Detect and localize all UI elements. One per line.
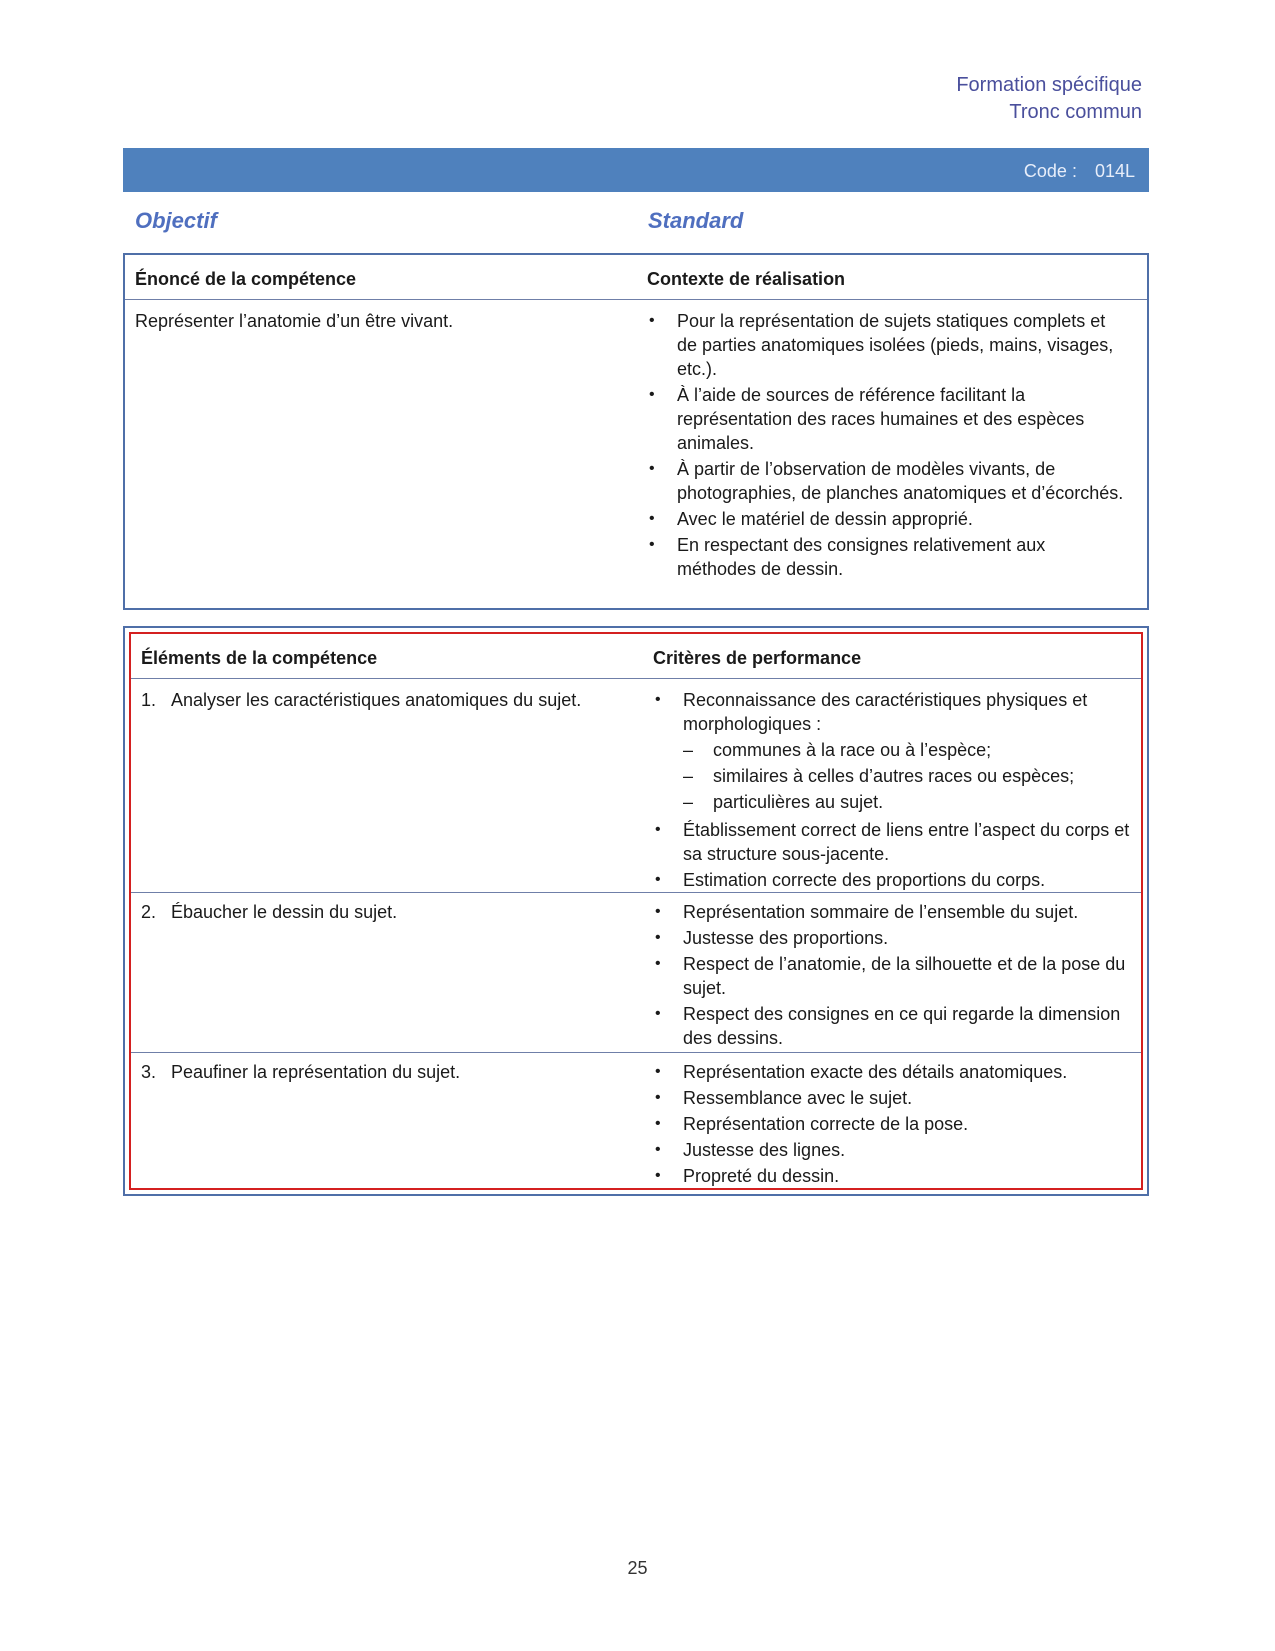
criteria-list-2 bbox=[653, 900, 1133, 1052]
criteria-item: • Représentation exacte des détails anatomiques. bbox=[653, 1060, 1133, 1084]
page-number: 25 bbox=[627, 1558, 648, 1578]
criteria-item: • Justesse des proportions. bbox=[653, 926, 1133, 950]
element-number: 3. bbox=[141, 1062, 157, 1082]
competence-table-header bbox=[125, 255, 1147, 300]
element-number: 2. bbox=[141, 902, 157, 922]
elements-header: Éléments de la compétence bbox=[141, 648, 378, 668]
elements-table-frame bbox=[129, 632, 1143, 1190]
element-row-1 bbox=[141, 688, 621, 712]
objectif-title: Objectif bbox=[135, 208, 217, 233]
context-list bbox=[647, 309, 1127, 583]
criteria-item: • Propreté du dessin. bbox=[653, 1164, 1133, 1188]
statement-header: Énoncé de la compétence bbox=[135, 269, 357, 289]
standard-title: Standard bbox=[648, 208, 744, 233]
code-value: 014L bbox=[1094, 161, 1135, 181]
context-item: • Avec le matériel de dessin approprié. bbox=[647, 507, 1127, 531]
criteria-item: • Ressemblance avec le sujet. bbox=[653, 1086, 1133, 1110]
criteria-item: • Estimation correcte des proportions du corps. bbox=[653, 868, 1133, 892]
element-text: Analyser les caractéristiques anatomiques du sujet. bbox=[171, 690, 582, 710]
document-header bbox=[956, 72, 1142, 126]
element-text: Ébaucher le dessin du sujet. bbox=[171, 902, 398, 922]
context-item: • En respectant des consignes relativement aux méthodes de dessin. bbox=[647, 533, 1127, 581]
criteria-header: Critères de performance bbox=[653, 648, 862, 668]
sub-criteria-item: – particulières au sujet. bbox=[683, 790, 1133, 814]
sub-criteria-item: – similaires à celles d’autres races ou espèces; bbox=[683, 764, 1133, 788]
code-bar bbox=[123, 148, 1149, 192]
criteria-item: • Justesse des lignes. bbox=[653, 1138, 1133, 1162]
header-track: Tronc commun bbox=[1009, 101, 1142, 123]
elements-table bbox=[123, 626, 1149, 1196]
element-number: 1. bbox=[141, 690, 157, 710]
sub-criteria-list bbox=[683, 738, 1133, 814]
element-row-2 bbox=[141, 900, 621, 924]
criteria-list-1 bbox=[653, 688, 1133, 894]
criteria-item: • Représentation sommaire de l’ensemble du sujet. bbox=[653, 900, 1133, 924]
criteria-item: • Établissement correct de liens entre l’aspect du corps et sa structure sous-jacente. bbox=[653, 818, 1133, 866]
criteria-item: • Respect des consignes en ce qui regarde la dimension des dessins. bbox=[653, 1002, 1133, 1050]
sub-criteria-item: – communes à la race ou à l’espèce; bbox=[683, 738, 1133, 762]
context-item: • À partir de l’observation de modèles vivants, de photographies, de planches anatomiques et d’écorchés. bbox=[647, 457, 1127, 505]
competence-table bbox=[123, 253, 1149, 610]
section-titles bbox=[135, 208, 1135, 234]
element-row-3 bbox=[141, 1060, 621, 1084]
criteria-item bbox=[653, 688, 1133, 814]
criteria-item: • Respect de l’anatomie, de la silhouette et de la pose du sujet. bbox=[653, 952, 1133, 1000]
header-program: Formation spécifique bbox=[956, 74, 1142, 96]
elements-table-header bbox=[131, 634, 1141, 679]
criteria-list-3 bbox=[653, 1060, 1133, 1190]
competence-statement: Représenter l’anatomie d’un être vivant. bbox=[135, 311, 454, 331]
row-divider bbox=[131, 892, 1141, 893]
criteria-item: • Représentation correcte de la pose. bbox=[653, 1112, 1133, 1136]
context-item: • Pour la représentation de sujets statiques complets et de parties anatomiques isolées (pieds, mains, visages, etc.). bbox=[647, 309, 1127, 381]
context-item: • À l’aide de sources de référence facilitant la représentation des races humaines et des espèces animales. bbox=[647, 383, 1127, 455]
element-text: Peaufiner la représentation du sujet. bbox=[171, 1062, 461, 1082]
code-label: Code : bbox=[1023, 161, 1077, 181]
context-header: Contexte de réalisation bbox=[647, 269, 846, 289]
criteria-text: Reconnaissance des caractéristiques physiques et morphologiques : bbox=[683, 690, 1088, 734]
row-divider bbox=[131, 1052, 1141, 1053]
